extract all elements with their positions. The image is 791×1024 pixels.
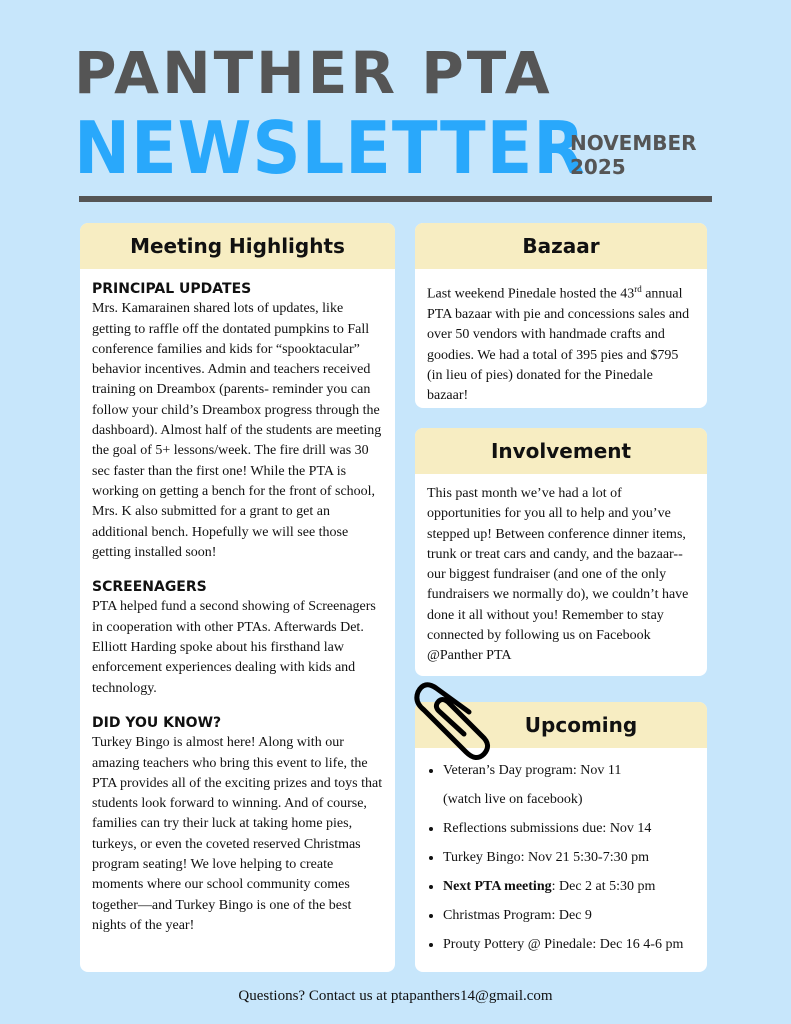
section-principal-updates: [92, 279, 383, 563]
list-item: • Reflections submissions due: Nov 14: [443, 814, 699, 843]
section-heading: SCREENAGERS: [92, 579, 207, 596]
list-item: (watch live on facebook): [443, 792, 583, 807]
section-screenagers: [92, 577, 383, 699]
involvement-text: This past month we’ve had a lot of opportunities for you all to help and you’ve stepped up! Between conference dinner items, trunk or treat cars and candy, and the bazaar-- our biggest fundraiser (and one of the only fundraisers we normally do), we couldn’t have done it all without you! Remember to stay connected by following us on Facebook @Panther PTA: [427, 486, 689, 664]
list-item: • Christmas Program: Dec 9: [443, 901, 699, 930]
section-heading: PRINCIPAL UPDATES: [92, 281, 252, 297]
section-text: Turkey Bingo is almost here! Along with our amazing teachers who bring this event to life, the PTA provides all of the exciting prizes and toys that students look forward to winning. And of course, families can try their luck at taking home pies, turkeys, or even the coveted reserved Christmas program seating! We love helping to create moments where our school community comes together—and Turkey Bingo is one of the best nights of the year!: [92, 735, 383, 933]
upcoming-list: [423, 756, 699, 959]
issue-date: [570, 131, 697, 179]
title-panther-pta: PANTHER PTA: [74, 39, 553, 107]
card-title: Meeting Highlights: [80, 223, 395, 269]
header-divider: [79, 196, 712, 202]
issue-month: NOVEMBER: [570, 131, 697, 155]
list-item: • Veteran’s Day program: Nov 11: [443, 756, 699, 785]
card-title: Upcoming: [415, 702, 707, 748]
bazaar-card: [415, 223, 707, 408]
title-newsletter: NEWSLETTER: [74, 106, 586, 190]
issue-year: 2025: [570, 155, 626, 179]
section-text: PTA helped fund a second showing of Screenagers in cooperation with other PTAs. Afterwards Det. Elliott Harding spoke about his firsthand law enforcement experiences dealing with kids and technology.: [92, 599, 376, 696]
list-item: • Turkey Bingo: Nov 21 5:30-7:30 pm: [443, 843, 699, 872]
paperclip-icon: [414, 682, 494, 762]
card-title: Involvement: [415, 428, 707, 474]
involvement-card: [415, 428, 707, 676]
bazaar-text: Last weekend Pinedale hosted the 43rd annual PTA bazaar with pie and concessions sales and over 50 vendors with handmade crafts and goodies. We had a total of 395 pies and $795 (in lieu of pies) donated for the Pinedale bazaar!: [427, 284, 690, 404]
section-did-you-know: [92, 713, 383, 936]
list-item: • Next PTA meeting: Dec 2 at 5:30 pm: [443, 872, 699, 901]
section-heading: DID YOU KNOW?: [92, 714, 222, 731]
section-text: Mrs. Kamarainen shared lots of updates, like getting to raffle off the dontated pumpkins to Fall conference families and kids for “spooktacular” behavior incentives. Admin and teachers received training on Dreambox (parents- reminder you can follow your child’s Dreambox progress through the dashboard). Almost half of the students are meeting the goal of 5+ lessons/week. The fire drill was 30 sec faster than the first one! While the PTA is working on getting a bench for the front of school, Mrs. K also submitted for a grant to get an additional bench. Hopefully we will see those getting installed soon!: [92, 301, 382, 560]
footer-contact: Questions? Contact us at ptapanthers14@gmail.com: [238, 988, 553, 1004]
card-title: Bazaar: [415, 223, 707, 269]
list-item: • Prouty Pottery @ Pinedale: Dec 16 4-6 pm: [443, 930, 699, 959]
meeting-highlights-card: [80, 223, 395, 972]
